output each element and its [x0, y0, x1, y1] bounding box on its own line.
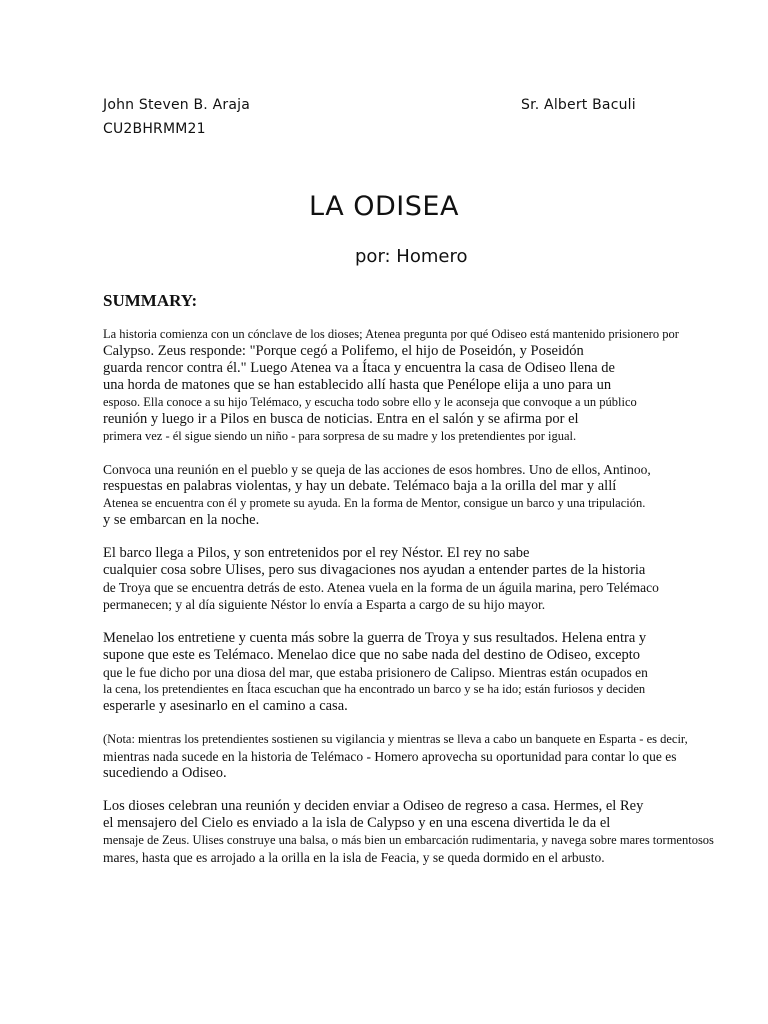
paragraph-line: esperarle y asesinarlo en el camino a casa. [103, 698, 348, 714]
teacher-name: Sr. Albert Baculi [521, 97, 636, 113]
document-title: LA ODISEA [309, 191, 459, 222]
paragraph-line: sucediendo a Odiseo. [103, 765, 227, 781]
paragraph-line: cualquier cosa sobre Ulises, pero sus divagaciones nos ayudan a entender partes de la historia [103, 562, 646, 578]
author-name: John Steven B. Araja [103, 97, 250, 113]
summary-heading: SUMMARY: [103, 291, 198, 310]
paragraph-line: supone que este es Telémaco. Menelao dice que no sabe nada del destino de Odiseo, excepto [103, 647, 641, 663]
paragraph-1 [103, 326, 743, 445]
paragraph-line: La historia comienza con un cónclave de los dioses; Atenea pregunta por qué Odiseo está mantenido prisionero por [103, 327, 679, 341]
paragraph-6 [103, 798, 743, 866]
paragraph-line: Convoca una reunión en el pueblo y se queja de las acciones de esos hombres. Uno de ellos, Antinoo, [103, 462, 651, 477]
paragraph-line: (Nota: mientras los pretendientes sostienen su vigilancia y mientras se lleva a cabo un banquete en Esparta - es decir, [103, 732, 688, 746]
paragraph-line: El barco llega a Pilos, y son entretenidos por el rey Néstor. El rey no sabe [103, 545, 530, 561]
paragraph-line: el mensajero del Cielo es enviado a la isla de Calypso y en una escena divertida le da el [103, 815, 611, 831]
paragraph-line: reunión y luego ir a Pilos en busca de noticias. Entra en el salón y se afirma por el [103, 411, 579, 427]
paragraph-line: respuestas en palabras violentas, y hay un debate. Telémaco baja a la orilla del mar y allí [103, 478, 617, 494]
paragraph-line: guarda rencor contra él." Luego Atenea va a Ítaca y encuentra la casa de Odiseo llena de [103, 360, 615, 376]
paragraph-line: Atenea se encuentra con él y promete su ayuda. En la forma de Mentor, consigue un barco y una tripulación. [103, 496, 646, 510]
section-code: CU2BHRMM21 [103, 121, 206, 137]
paragraph-line: mensaje de Zeus. Ulises construye una balsa, o más bien un embarcación rudimentaria, y navega sobre mares tormentosos [103, 833, 714, 847]
paragraph-line: y se embarcan en la noche. [103, 512, 260, 528]
paragraph-line: la cena, los pretendientes en Ítaca escuchan que ha encontrado un barco y se ha ido; están furiosos y deciden [103, 682, 646, 696]
paragraph-line: Menelao los entretiene y cuenta más sobre la guerra de Troya y sus resultados. Helena entra y [103, 630, 647, 646]
paragraph-line: de Troya que se encuentra detrás de esto. Atenea vuela en la forma de un águila marina, pero Telémaco [103, 580, 659, 595]
paragraph-3 [103, 545, 743, 613]
paragraph-line: permanecen; y al día siguiente Néstor lo envía a Esparta a cargo de su hijo mayor. [103, 597, 546, 612]
paragraph-line: una horda de matones que se han establecido allí hasta que Penélope elija a uno para un [103, 377, 612, 393]
paragraph-5 [103, 731, 743, 782]
paragraph-line: primera vez - él sigue siendo un niño - para sorpresa de su madre y los pretendientes por igual. [103, 429, 577, 443]
paragraph-line: Los dioses celebran una reunión y deciden enviar a Odiseo de regreso a casa. Hermes, el Rey [103, 798, 644, 814]
paragraph-line: Calypso. Zeus responde: "Porque cegó a Polifemo, el hijo de Poseidón, y Poseidón [103, 343, 584, 359]
paragraph-line: mientras nada sucede en la historia de Telémaco - Homero aprovecha su oportunidad para contar lo que es [103, 749, 677, 764]
paragraph-4 [103, 630, 743, 715]
paragraph-2 [103, 461, 743, 529]
paragraph-line: que le fue dicho por una diosa del mar, que estaba prisionero de Calipso. Mientras están ocupados en [103, 665, 648, 680]
paragraph-line: mares, hasta que es arrojado a la orilla en la isla de Feacia, y se queda dormido en el arbusto. [103, 850, 605, 865]
paragraph-line: esposo. Ella conoce a su hijo Telémaco, y escucha todo sobre ello y le aconseja que convoque a un público [103, 395, 637, 409]
byline: por: Homero [355, 246, 468, 267]
